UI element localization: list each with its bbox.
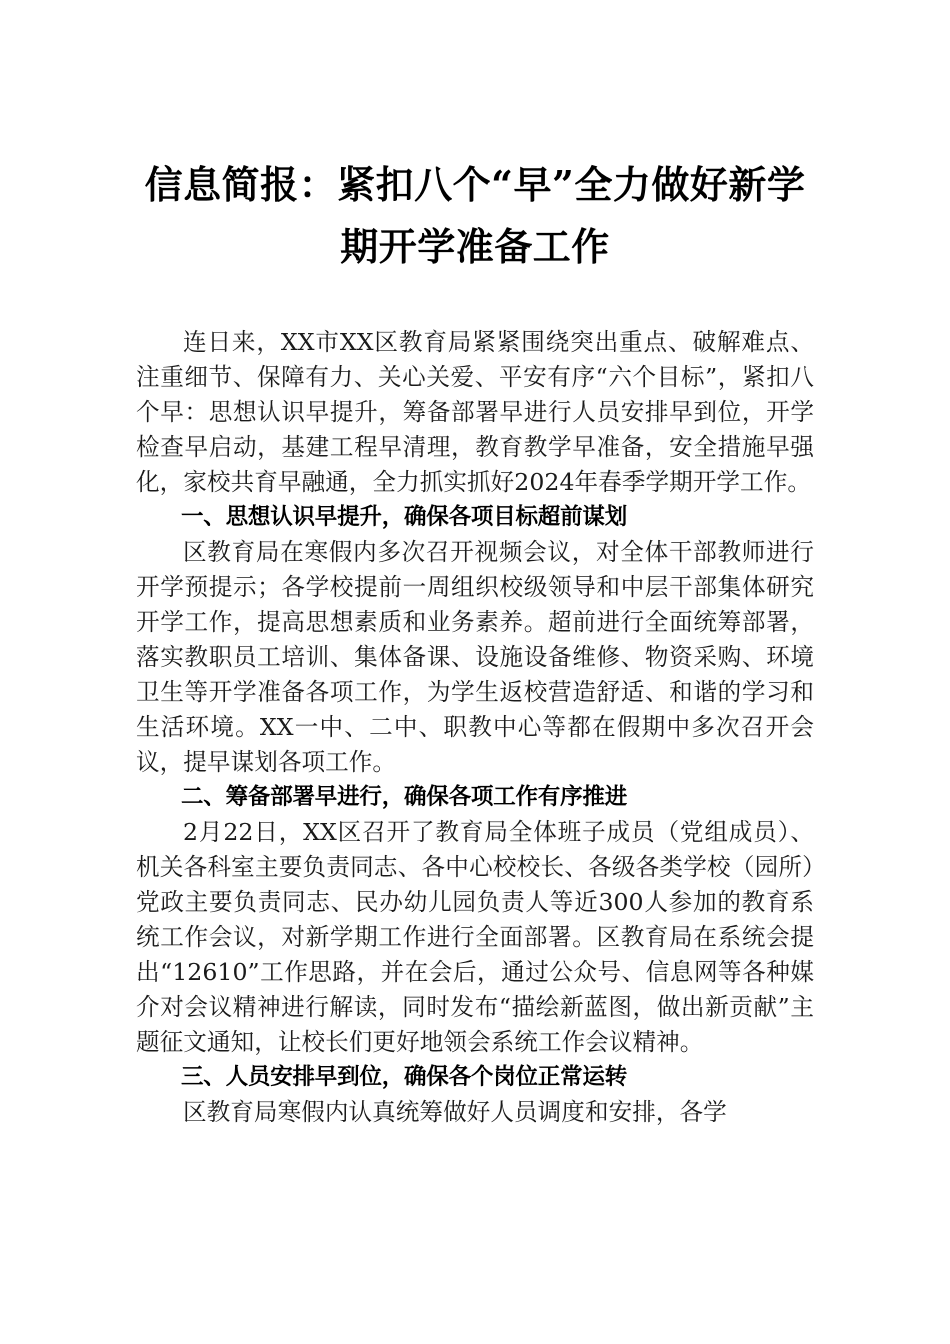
heading-section-three: 三、人员安排早到位，确保各个岗位正常运转 [181, 1064, 628, 1090]
intro-paragraph: 连日来，XX市XX区教育局紧紧围绕突出重点、破解难点、注重细节、保障有力、关心关爱、平安有序“六个目标”，紧扣八个早：思想认识早提升，筹备部署早进行人员安排早到位，开学检查早启动，基建工程早清理，教育教学早准备，安全措施早强化，家校共育早融通，全力抓实抓好2024年春季学期开学工作。 [136, 328, 814, 496]
document-title-line-2: 期开学准备工作 [340, 224, 610, 269]
heading-section-two: 二、筹备部署早进行，确保各项工作有序推进 [181, 784, 628, 810]
document-title [136, 0, 814, 278]
document-body [136, 0, 814, 1130]
heading-section-one: 一、思想认识早提升，确保各项目标超前谋划 [181, 504, 628, 530]
section-one-paragraph: 区教育局在寒假内多次召开视频会议，对全体干部教师进行开学预提示；各学校提前一周组织校级领导和中层干部集体研究开学工作，提高思想素质和业务素养。超前进行全面统筹部署，落实教职员工培训、集体备课、设施设备维修、物资采购、环境卫生等开学准备各项工作，为学生返校营造舒适、和谐的学习和生活环境。XX一中、二中、职教中心等都在假期中多次召开会议，提早谋划各项工作。 [136, 538, 814, 776]
section-two-paragraph: 2月22日，XX区召开了教育局全体班子成员（党组成员）、机关各科室主要负责同志、各中心校校长、各级各类学校（园所）党政主要负责同志、民办幼儿园负责人等近300人参加的教育系统工作会议，对新学期工作进行全面部署。区教育局在系统会提出“12610”工作思路，并在会后，通过公众号、信息网等各种媒介对会议精神进行解读，同时发布“描绘新蓝图，做出新贡献”主题征文通知，让校长们更好地领会系统工作会议精神。 [136, 818, 814, 1056]
section-three-paragraph: 区教育局寒假内认真统筹做好人员调度和安排，各学 [183, 1098, 727, 1126]
document-title-line-1: 信息简报：紧扣八个“早”全力做好新学 [144, 162, 806, 207]
